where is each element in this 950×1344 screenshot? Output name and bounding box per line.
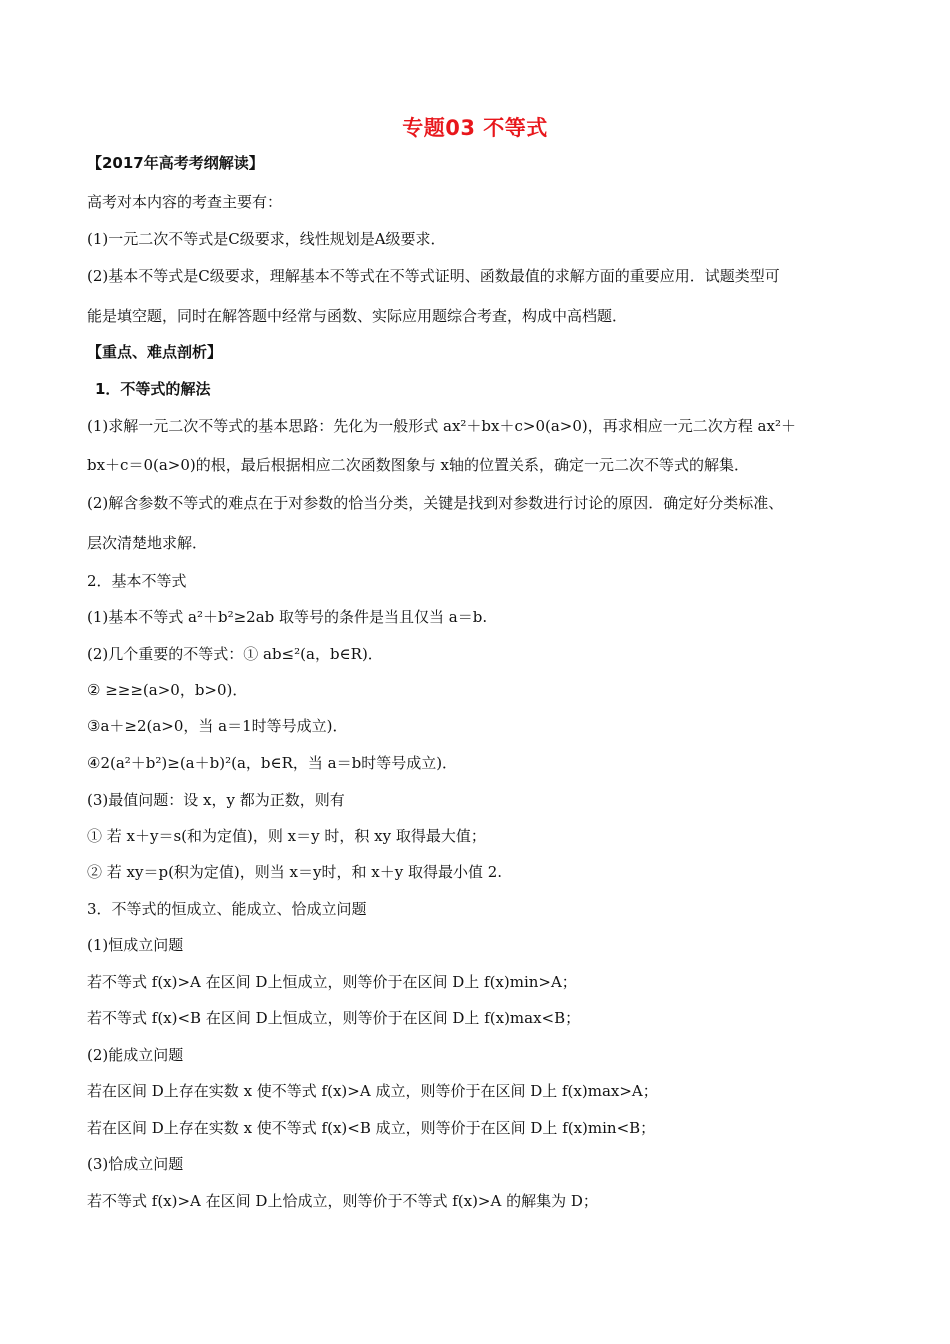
paragraph-line: (1)恒成立问题	[87, 936, 184, 954]
paragraph-line: (2)几个重要的不等式：① ab≤²(a，b∈R)．	[87, 645, 383, 663]
paragraph-line: (3)最值问题：设 x，y 都为正数，则有	[87, 791, 345, 809]
paragraph-line: 若不等式 f(x)>A 在区间 D上恰成立，则等价于不等式 f(x)>A 的解集为 D；	[87, 1192, 598, 1210]
subsection-heading: 1．不等式的解法	[95, 380, 211, 398]
paragraph-line: ② ≥≥≥(a>0，b>0)．	[87, 681, 248, 699]
paragraph-line: (2)基本不等式是C级要求，理解基本不等式在不等式证明、函数最值的求解方面的重要应用．试题类型可	[87, 267, 780, 285]
section-heading-syllabus: 【2017年高考考纲解读】	[87, 154, 264, 172]
subsection-heading: 2．基本不等式	[87, 572, 187, 590]
paragraph-line: ① 若 x＋y＝s(和为定值)，则 x＝y 时，积 xy 取得最大值；	[87, 827, 486, 845]
paragraph-line: 若在区间 D上存在实数 x 使不等式 f(x)>A 成立，则等价于在区间 D上 f(x)max>A；	[87, 1082, 658, 1100]
paragraph-line: (2)解含参数不等式的难点在于对参数的恰当分类，关键是找到对参数进行讨论的原因．确定好分类标准、	[87, 494, 784, 512]
paragraph-line: ④2(a²＋b²)≥(a＋b)²(a，b∈R，当 a＝b时等号成立)．	[87, 754, 458, 772]
paragraph-line: 若不等式 f(x)<B 在区间 D上恒成立，则等价于在区间 D上 f(x)max<B；	[87, 1009, 581, 1027]
subsection-heading: 3．不等式的恒成立、能成立、恰成立问题	[87, 900, 367, 918]
paragraph-line: 若不等式 f(x)>A 在区间 D上恒成立，则等价于在区间 D上 f(x)min>A；	[87, 973, 577, 991]
paragraph-line: 层次清楚地求解．	[87, 534, 208, 552]
paragraph-line: (2)能成立问题	[87, 1046, 184, 1064]
paragraph-line: (3)恰成立问题	[87, 1155, 184, 1173]
paragraph-line: 能是填空题，同时在解答题中经常与函数、实际应用题综合考查，构成中高档题．	[87, 307, 628, 325]
paragraph-line: (1)求解一元二次不等式的基本思路：先化为一般形式 ax²＋bx＋c>0(a>0)，再求相应一元二次方程 ax²＋	[87, 417, 796, 435]
paragraph-line: (1)基本不等式 a²＋b²≥2ab 取等号的条件是当且仅当 a＝b.	[87, 608, 488, 626]
paragraph-line: bx＋c＝0(a>0)的根，最后根据相应二次函数图象与 x轴的位置关系，确定一元二次不等式的解集．	[87, 456, 749, 474]
page-title: 专题03 不等式	[402, 116, 548, 140]
paragraph-line: 若在区间 D上存在实数 x 使不等式 f(x)<B 成立，则等价于在区间 D上 f(x)min<B；	[87, 1119, 656, 1137]
paragraph-line: ③a＋≥2(a>0，当 a＝1时等号成立)．	[87, 717, 348, 735]
section-heading-analysis: 【重点、难点剖析】	[87, 343, 223, 361]
paragraph-line: ② 若 xy＝p(积为定值)，则当 x＝y时，和 x＋y 取得最小值 2.	[87, 863, 503, 881]
paragraph-line: 高考对本内容的考查主要有：	[87, 193, 283, 211]
paragraph-line: (1)一元二次不等式是C级要求，线性规划是A级要求．	[87, 230, 446, 248]
